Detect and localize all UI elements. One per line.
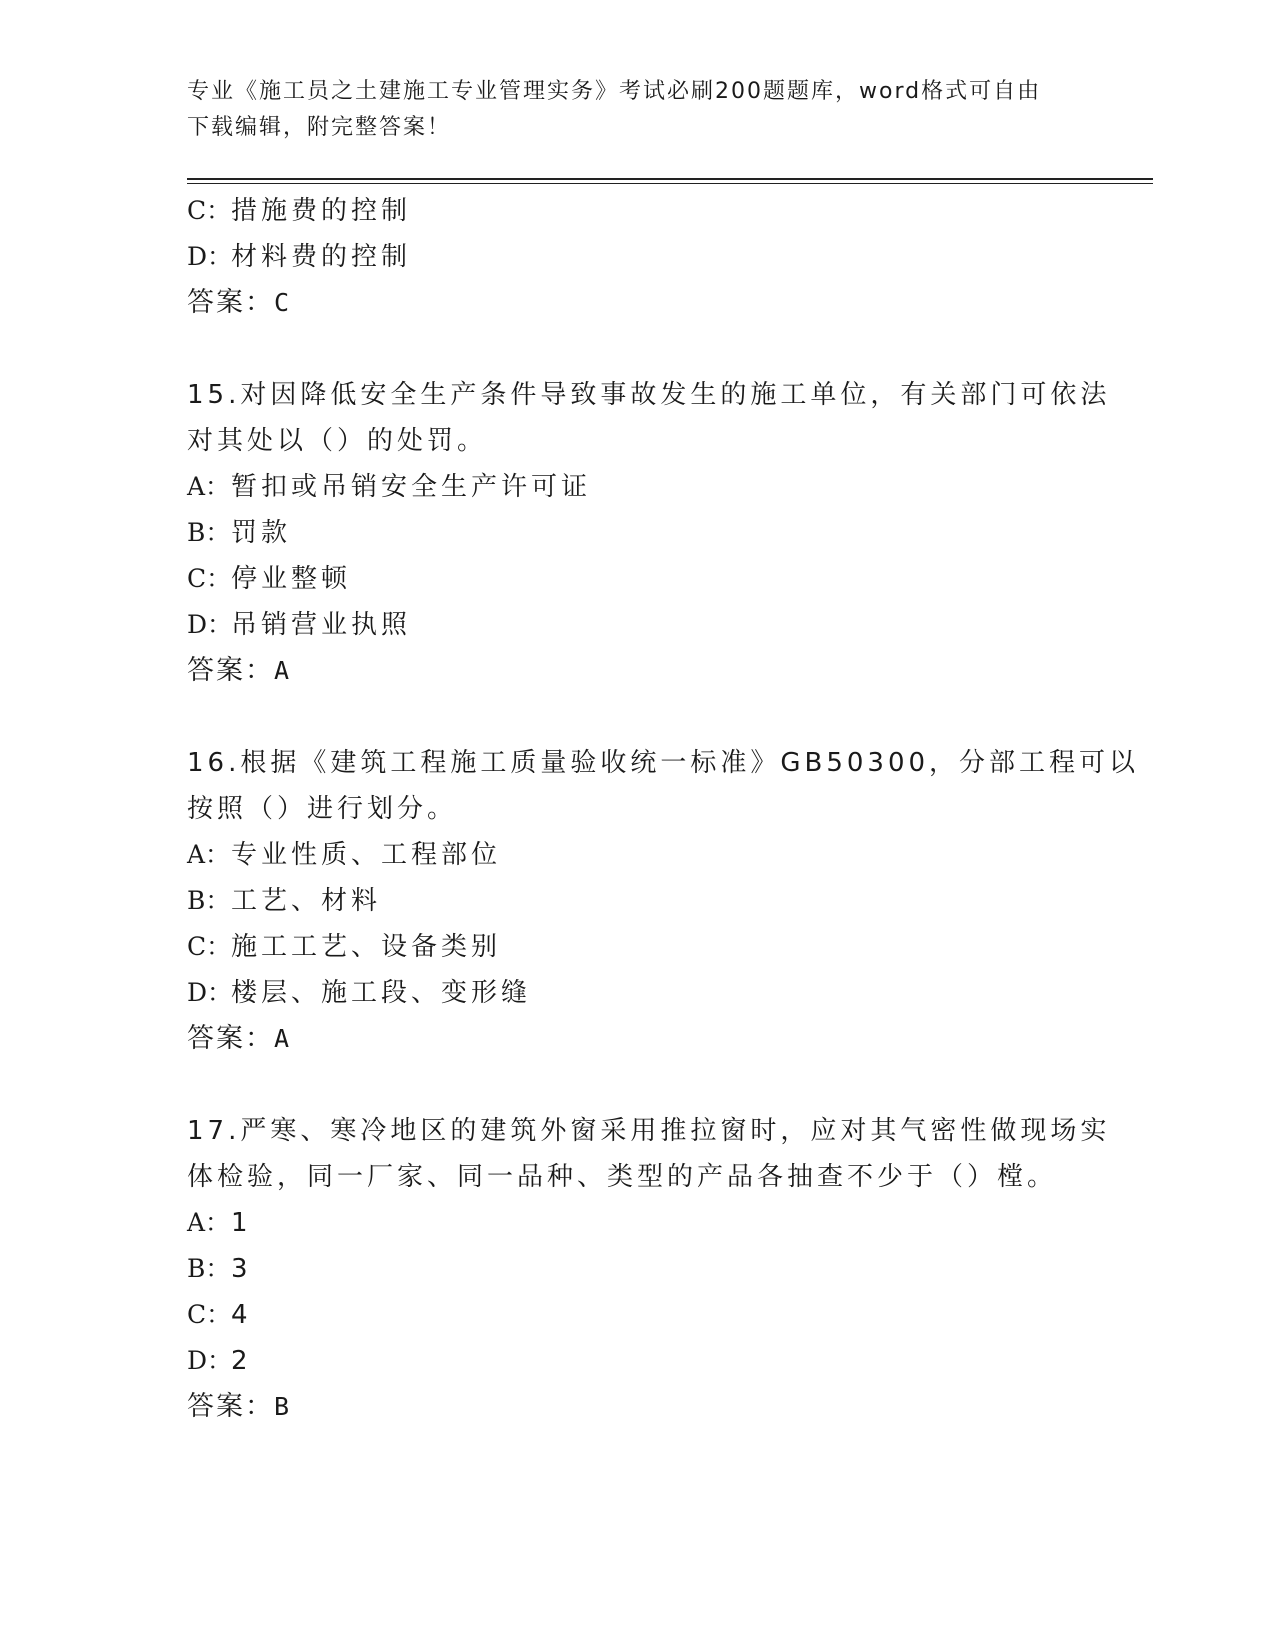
option-letter: A：	[187, 1208, 231, 1237]
option-d	[187, 602, 1087, 648]
answer-value: B	[274, 1392, 292, 1421]
question-stem-line-2: 按照（）进行划分。	[187, 794, 458, 824]
spacer	[187, 1062, 1087, 1108]
question-stem-line-1: 17.严寒、寒冷地区的建筑外窗采用推拉窗时，应对其气密性做现场实	[187, 1116, 1111, 1146]
option-text: 暂扣或吊销安全生产许可证	[231, 472, 592, 502]
option-b	[187, 878, 1087, 924]
answer-line	[187, 648, 1087, 694]
question-stem-line-2: 体检验，同一厂家、同一品种、类型的产品各抽查不少于（）樘。	[187, 1162, 1058, 1192]
header-line-1: 专业《施工员之土建施工专业管理实务》考试必刷200题题库，word格式可自由	[187, 79, 1042, 104]
question-block-17	[187, 1108, 1111, 1430]
answer-line	[187, 280, 1087, 326]
question-stem-line-1: 16.根据《建筑工程施工质量验收统一标准》GB50300，分部工程可以	[187, 748, 1140, 778]
answer-line	[187, 1384, 1087, 1430]
option-c	[187, 924, 1087, 970]
option-letter: A：	[187, 840, 231, 869]
question-block-15	[187, 372, 1111, 694]
option-text: 专业性质、工程部位	[231, 840, 502, 870]
option-c	[187, 1292, 1087, 1338]
option-text: 3	[231, 1254, 252, 1284]
answer-value: C	[274, 288, 292, 317]
answer-line	[187, 1016, 1087, 1062]
option-d	[187, 1338, 1087, 1384]
option-a	[187, 464, 1087, 510]
option-letter: C：	[187, 1300, 232, 1329]
option-letter: D：	[187, 1346, 233, 1375]
answer-label: 答案：	[187, 1023, 274, 1054]
option-text: 停业整顿	[231, 564, 352, 594]
option-letter: C：	[187, 932, 232, 961]
option-letter: B：	[187, 886, 231, 915]
option-letter: A：	[187, 472, 231, 501]
question-block-previous	[187, 188, 1087, 326]
option-letter: B：	[187, 518, 231, 547]
question-list	[187, 188, 1140, 1430]
answer-value: A	[274, 656, 292, 685]
spacer	[187, 694, 1087, 740]
answer-label: 答案：	[187, 655, 274, 686]
option-text: 1	[231, 1208, 252, 1238]
header-divider-thin	[187, 183, 1153, 184]
option-d	[187, 234, 1087, 280]
option-d	[187, 970, 1087, 1016]
answer-value: A	[274, 1024, 292, 1053]
option-b	[187, 510, 1087, 556]
option-text: 楼层、施工段、变形缝	[231, 978, 532, 1008]
option-letter: C：	[187, 564, 232, 593]
option-text: 罚款	[231, 518, 292, 548]
option-c	[187, 188, 1087, 234]
option-letter: B：	[187, 1254, 231, 1283]
option-b	[187, 1246, 1087, 1292]
option-text: 施工工艺、设备类别	[231, 932, 502, 962]
option-a	[187, 832, 1087, 878]
option-text: 工艺、材料	[231, 886, 382, 916]
question-block-16	[187, 740, 1140, 1062]
answer-label: 答案：	[187, 1391, 274, 1422]
option-letter: D：	[187, 978, 233, 1007]
option-letter: D：	[187, 242, 233, 271]
option-text: 2	[231, 1346, 252, 1376]
option-a	[187, 1200, 1087, 1246]
question-stem-line-2: 对其处以（）的处罚。	[187, 426, 488, 456]
question-stem-line-1: 15.对因降低安全生产条件导致事故发生的施工单位，有关部门可依法	[187, 380, 1111, 410]
header-divider-thick	[187, 178, 1153, 180]
option-letter: D：	[187, 610, 233, 639]
option-text: 措施费的控制	[231, 196, 412, 226]
option-text: 吊销营业执照	[231, 610, 412, 640]
spacer	[187, 326, 1087, 372]
document-header	[187, 74, 1067, 146]
option-c	[187, 556, 1087, 602]
answer-label: 答案：	[187, 287, 274, 318]
option-text: 材料费的控制	[231, 242, 412, 272]
option-text: 4	[231, 1300, 252, 1330]
header-line-2: 下载编辑，附完整答案！	[187, 115, 452, 140]
option-letter: C：	[187, 196, 232, 225]
